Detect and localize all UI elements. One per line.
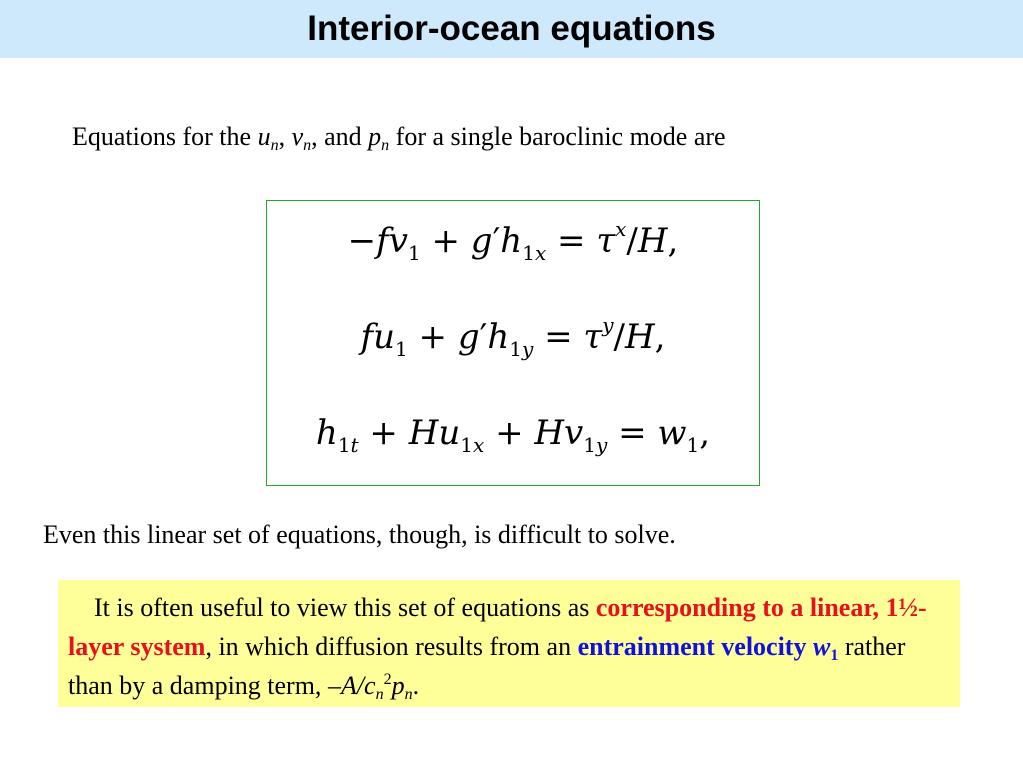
page-title: Interior-ocean equations [307,9,716,48]
u-symbol: u [257,122,271,151]
note-damping-sub: n [375,686,384,703]
intro-suffix: for a single baroclinic mode are [389,122,726,151]
v-subscript: n [303,137,312,154]
intro-prefix: Equations for the [72,122,258,151]
note-damping: –A/c [327,671,376,700]
note-damping-p-sub: n [404,686,413,703]
equation-1: $-fv_1 + g'h_{1x} = \tau^x/H$, [347,217,679,265]
statement-text: Even this linear set of equations, though, is difficult to solve. [43,520,676,549]
p-symbol: p [368,122,382,151]
note-box [58,580,960,707]
note-damping-p: p [391,671,405,700]
note-damping-sup: 2 [383,671,392,688]
note-w-subscript: 1 [830,647,839,664]
note-red-highlight: corresponding to a linear, 1½-layer system [68,593,927,661]
note-part3: rather than by a damping term, [68,632,906,700]
title-bar [0,0,1023,58]
note-w-symbol: w [812,632,831,661]
p-subscript: n [381,137,390,154]
equation-3: $h_{1t} + Hu_{1x} + Hv_{1y} = w_1$, [315,413,711,457]
intro-text [72,122,726,152]
note-part2: , in which diffusion results from an [205,632,578,661]
note-end: . [412,671,420,700]
note-blue-highlight: entrainment velocity [577,632,813,661]
equation-2: $fu_1 + g'h_{1y} = \tau^y/H$, [360,313,666,361]
note-part1: It is often useful to view this set of equations as [94,593,596,622]
intro-sep1: , [278,122,292,151]
equation-box [266,200,760,486]
u-subscript: n [270,137,279,154]
v-symbol: v [291,122,304,151]
intro-sep2: , and [311,122,369,151]
note-text [68,588,950,705]
